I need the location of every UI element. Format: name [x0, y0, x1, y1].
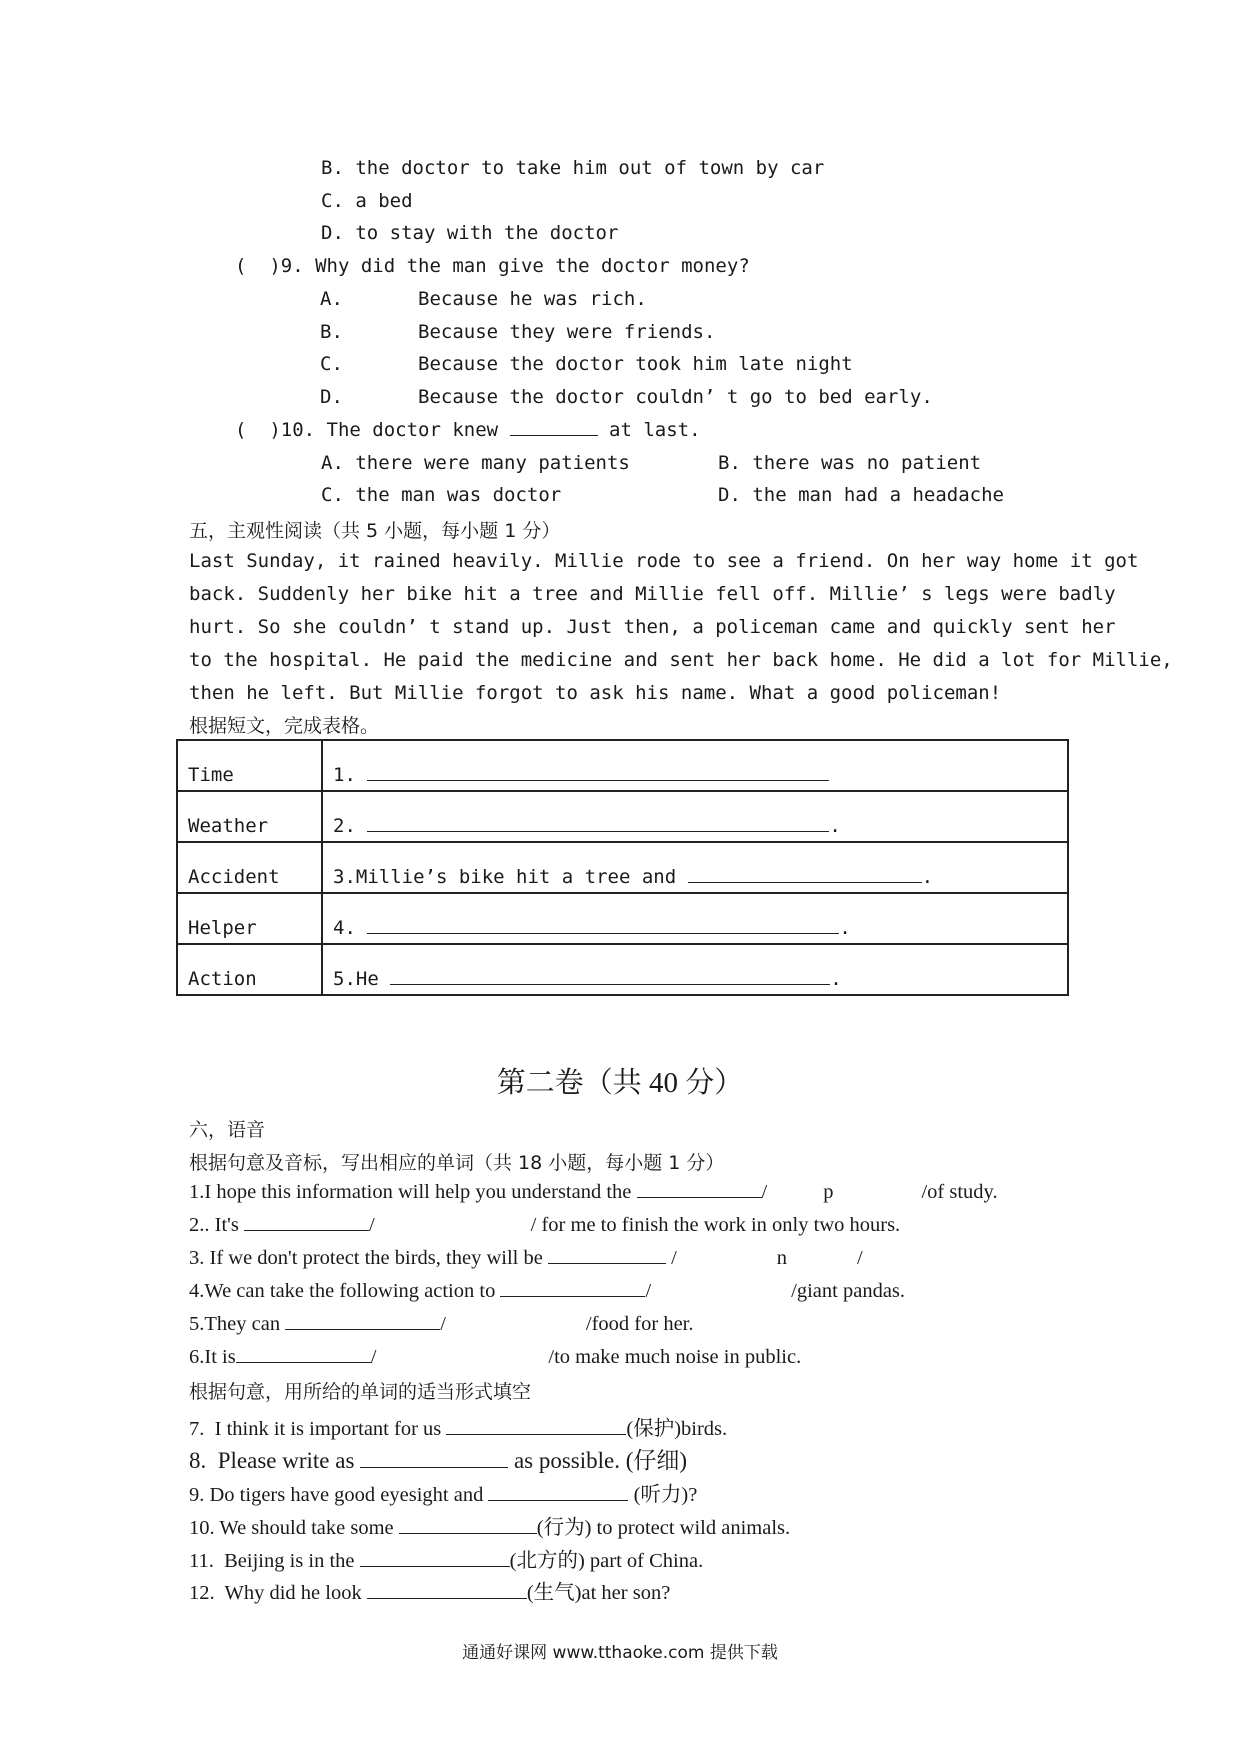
word-form-q10-blank[interactable]: [399, 1517, 537, 1534]
q9-option-c-text: Because the doctor took him late night: [418, 353, 853, 375]
word-form-q9-hint: (听力)?: [633, 1484, 698, 1506]
table-row: [177, 893, 1068, 944]
q10-stem-prefix: ( )10. The doctor knew: [235, 419, 499, 441]
answer-suffix: .: [829, 815, 841, 837]
phonetic-q5-text: 5.They can: [189, 1313, 281, 1335]
table-instruction: 根据短文，完成表格。: [189, 715, 380, 737]
row-label-weather: Weather: [177, 791, 322, 842]
word-form-q7-hint: (保护)birds.: [626, 1418, 728, 1440]
section6-instruction-2: 根据句意，用所给的单词的适当形式填空: [189, 1381, 532, 1403]
phonetic-q5-blank[interactable]: [285, 1313, 440, 1330]
phonetic-q4: [189, 1280, 905, 1303]
section6-instruction-1: 根据句意及音标，写出相应的单词（共 18 小题，每小题 1 分）: [189, 1152, 725, 1174]
row-label-helper: Helper: [177, 893, 322, 944]
row-answer-3: [322, 842, 1068, 893]
word-form-q11: [189, 1543, 703, 1573]
row-answer-1: [322, 740, 1068, 791]
row-label-time: Time: [177, 740, 322, 791]
word-form-q12-text: 12. Why did he look: [189, 1582, 362, 1604]
word-form-q11-blank[interactable]: [360, 1550, 510, 1567]
answer-blank-4[interactable]: [367, 917, 839, 934]
word-form-q12-hint: (生气)at her son?: [526, 1582, 671, 1604]
q9-option-a-letter: A.: [320, 288, 343, 310]
phonetic-q1: [189, 1181, 998, 1204]
word-form-q11-text: 11. Beijing is in the: [189, 1550, 355, 1572]
word-form-q9-blank[interactable]: [488, 1484, 628, 1501]
passage-line-3: hurt. So she couldn’ t stand up. Just then, a policeman came and quickly sent her: [189, 616, 1116, 638]
word-form-q9: [189, 1477, 697, 1507]
slash: /: [761, 1181, 768, 1203]
phonetic-q3: [189, 1247, 863, 1270]
phonetic-q3-text: 3. If we don't protect the birds, they will be: [189, 1247, 543, 1269]
q9-stem: ( )9. Why did the man give the doctor money?: [235, 255, 750, 277]
q10-answer-blank[interactable]: [510, 419, 598, 436]
q9-option-b-text: Because they were friends.: [418, 321, 716, 343]
q10-option-b: B. there was no patient: [718, 452, 982, 474]
phonetic-q6-blank[interactable]: [236, 1346, 371, 1363]
answer-blank-3[interactable]: [688, 866, 922, 883]
word-form-q10-hint: (行为) to protect wild animals.: [536, 1517, 791, 1539]
q9-option-d-text: Because the doctor couldn’ t go to bed early.: [418, 386, 933, 408]
slash: /: [440, 1313, 446, 1335]
section5-title: 五，主观性阅读（共 5 小题，每小题 1 分）: [189, 520, 561, 542]
passage-line-2: back. Suddenly her bike hit a tree and Millie fell off. Millie’ s legs were badly: [189, 583, 1116, 605]
phonetic-q4-blank[interactable]: [500, 1280, 645, 1297]
q8-option-b: B. the doctor to take him out of town by car: [321, 157, 825, 179]
phonetic-q2-blank[interactable]: [244, 1214, 369, 1231]
phonetic-q4-tail: /giant pandas.: [791, 1280, 906, 1302]
word-form-q7: [189, 1411, 727, 1441]
answer-prefix: 1.: [333, 764, 356, 786]
footer-source: 通通好课网 www.tthaoke.com 提供下载: [462, 1643, 778, 1663]
table-row: [177, 740, 1068, 791]
phonetic-q2-tail: / for me to finish the work in only two hours.: [530, 1214, 901, 1236]
row-label-action: Action: [177, 944, 322, 995]
word-form-q7-blank[interactable]: [446, 1418, 626, 1435]
answer-blank-1[interactable]: [367, 764, 829, 781]
phonetic-q2: [189, 1214, 900, 1237]
row-label-accident: Accident: [177, 842, 322, 893]
phonetic-q1-blank[interactable]: [637, 1181, 762, 1198]
word-form-q9-text: 9. Do tigers have good eyesight and: [189, 1484, 484, 1506]
phonetic-q4-text: 4.We can take the following action to: [189, 1280, 496, 1302]
q10-option-a: A. there were many patients: [321, 452, 630, 474]
word-form-q7-text: 7. I think it is important for us: [189, 1418, 442, 1440]
phonetic-q6-text: 6.It is: [189, 1346, 236, 1368]
passage-line-4: to the hospital. He paid the medicine and sent her back home. He did a lot for Millie,: [189, 649, 1173, 671]
passage-line-1: Last Sunday, it rained heavily. Millie rode to see a friend. On her way home it got: [189, 550, 1139, 572]
phonetic-q2-text: 2.. It's: [189, 1214, 239, 1236]
word-form-q8-blank[interactable]: [360, 1451, 508, 1468]
phonetic-q3-blank[interactable]: [548, 1247, 666, 1264]
word-form-q8-hint: as possible. (仔细): [513, 1448, 688, 1473]
answer-blank-5[interactable]: [390, 968, 830, 985]
answer-suffix: .: [839, 917, 851, 939]
phonetic-q1-text: 1.I hope this information will help you understand the: [189, 1181, 632, 1203]
slash: /: [671, 1247, 677, 1269]
phonetic-q1-hint: p: [823, 1181, 834, 1203]
row-answer-4: [322, 893, 1068, 944]
answer-blank-2[interactable]: [367, 815, 829, 832]
table-row: [177, 791, 1068, 842]
row-answer-2: [322, 791, 1068, 842]
q10-stem-suffix: at last.: [609, 419, 701, 441]
phonetic-q5-tail: /food for her.: [585, 1313, 694, 1335]
summary-table: [176, 739, 1069, 996]
answer-prefix: 5.He: [333, 968, 379, 990]
section6-title: 六，语音: [189, 1119, 266, 1141]
slash: /: [645, 1280, 652, 1302]
q10-stem: [235, 419, 701, 441]
answer-suffix: .: [921, 866, 934, 888]
word-form-q8-text: 8. Please write as: [189, 1448, 355, 1473]
word-form-q10-text: 10. We should take some: [189, 1517, 394, 1539]
answer-prefix: 4.: [333, 917, 356, 939]
word-form-q12: [189, 1575, 670, 1605]
q9-option-d-letter: D.: [320, 386, 343, 408]
passage-line-5: then he left. But Millie forgot to ask his name. What a good policeman!: [189, 682, 1002, 704]
slash: /: [370, 1346, 377, 1368]
q9-option-a-text: Because he was rich.: [418, 288, 647, 310]
phonetic-q5: [189, 1313, 694, 1336]
word-form-q11-hint: (北方的) part of China.: [509, 1550, 704, 1572]
word-form-q10: [189, 1510, 790, 1540]
word-form-q12-blank[interactable]: [367, 1582, 527, 1599]
q8-option-c: C. a bed: [321, 190, 413, 212]
answer-prefix: 2.: [333, 815, 356, 837]
table-row: [177, 944, 1068, 995]
answer-prefix: 3.Millie’s bike hit a tree and: [333, 866, 677, 888]
q9-option-b-letter: B.: [320, 321, 343, 343]
row-answer-5: [322, 944, 1068, 995]
word-form-q8: [189, 1442, 687, 1475]
answer-suffix: .: [830, 968, 842, 990]
phonetic-q3-hint: n: [776, 1247, 788, 1269]
q10-option-d: D. the man had a headache: [718, 484, 1004, 506]
q9-option-c-letter: C.: [320, 353, 343, 375]
part2-heading: 第二卷（共 40 分）: [496, 1067, 744, 1099]
q8-option-d: D. to stay with the doctor: [321, 222, 619, 244]
phonetic-q6-tail: /to make much noise in public.: [548, 1346, 802, 1368]
slash: /: [368, 1214, 375, 1236]
phonetic-q1-tail: /of study.: [921, 1181, 998, 1203]
table-row: [177, 842, 1068, 893]
slash: /: [857, 1247, 863, 1269]
q10-option-c: C. the man was doctor: [321, 484, 562, 506]
phonetic-q6: [189, 1346, 801, 1369]
